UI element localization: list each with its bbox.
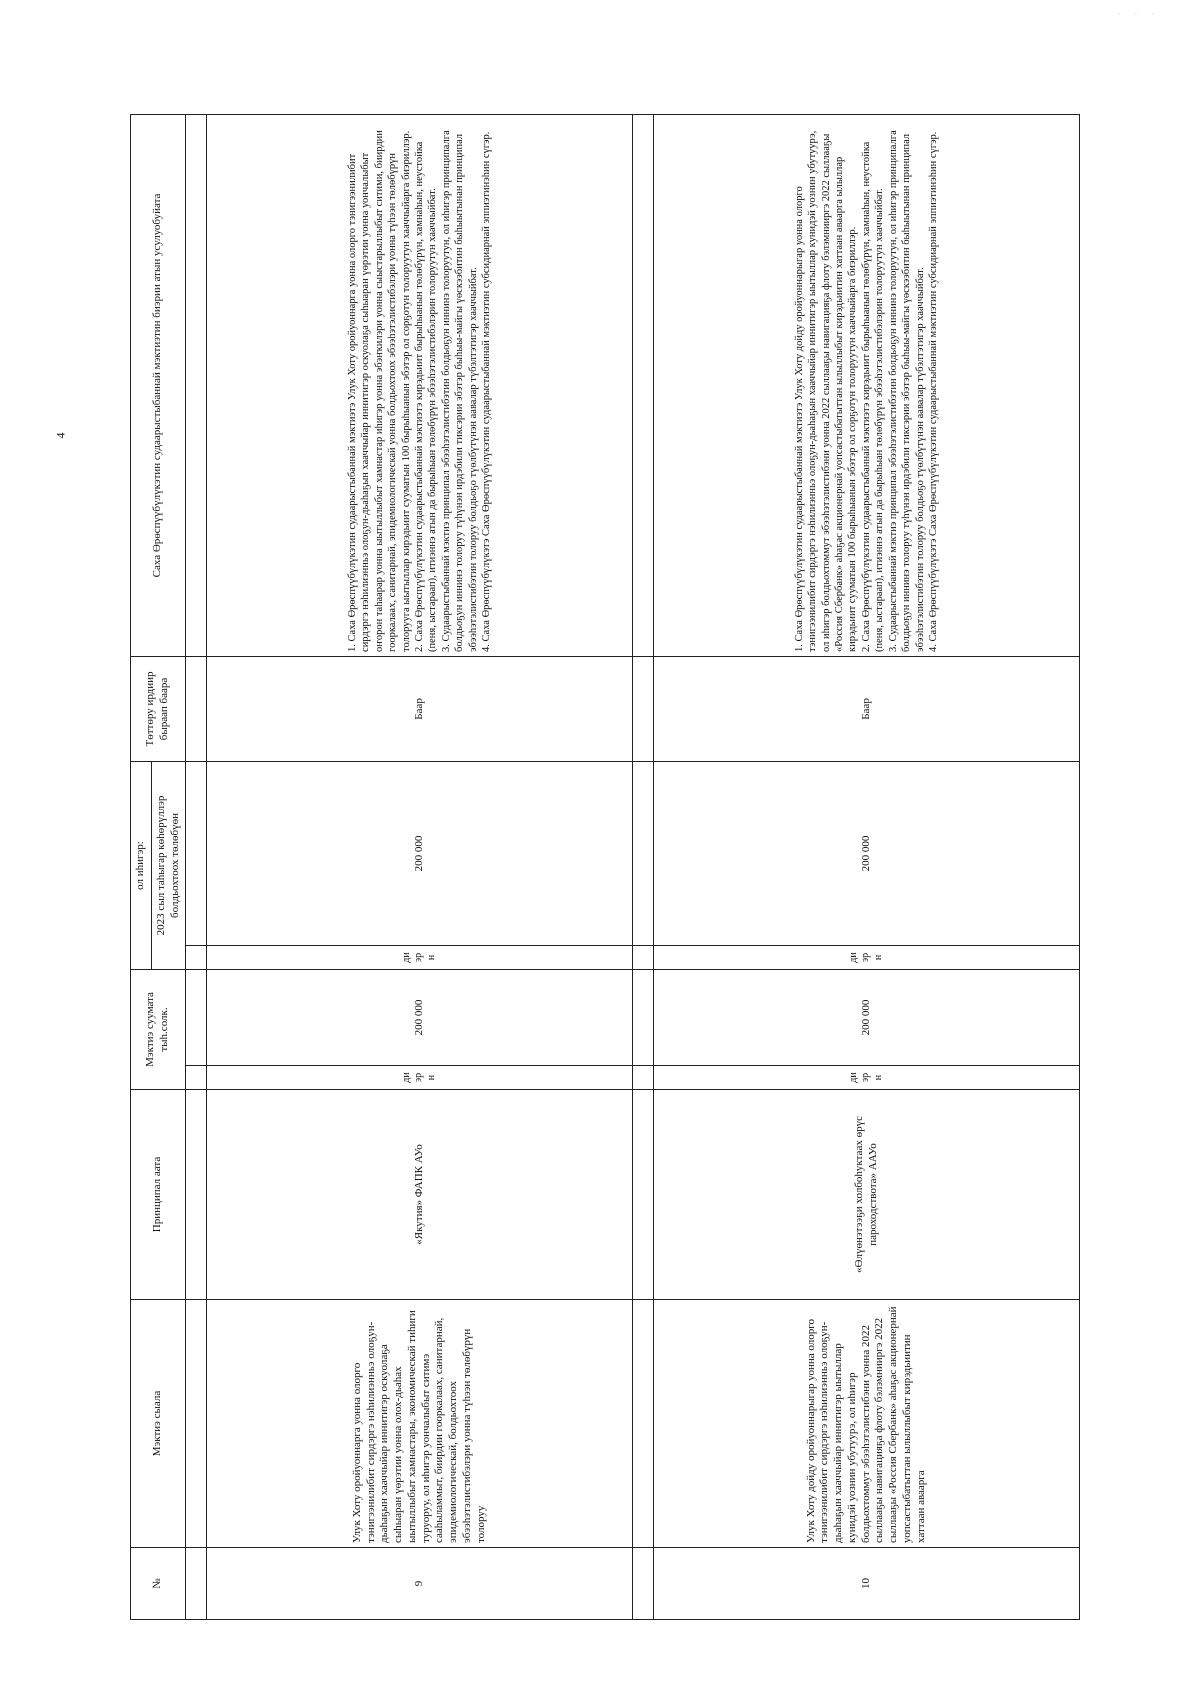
- row-num: 9: [207, 1548, 633, 1620]
- header-regress-claim: Төттөру ирдиир быраап баара: [131, 656, 186, 761]
- row-budget-unit: ди эр н: [207, 945, 633, 969]
- guarantees-table: [130, 114, 1080, 1620]
- requirement-item: 3. Судаарыстыбаннай мэктиэ принципал эбээһэтэлистибэтин болдьоҕун иннинэ толоруутун, ол иһигэр принципалга болдьоҕун иннинэ толоруу түһүнэн ирдэбили тиксэрии эбэтэр быһыы-майгы үөскээбитин быһыытынан принципал эбээһэтэлистибэтин толоруу болдьоҕо түөлбүтүнэн аавалар түбэлтэтигэр хааччыйбат.: [887, 130, 926, 652]
- row-regress-claim: Баар: [207, 656, 633, 761]
- requirement-item: 1. Саха Өрөспүүбүлүкэтин судаарыстыбаннай мэктиэтэ Улук Хоту дойду оройуоннарыгар уонна олорго тэнигээнилибит сирдэргэ нэһилиэнньэ олоҕун-дьаһаҕын хааччыйар иннитигэр ыытыллар кунидэй уознин убутуурэ, ол иһигэр болдьохтоммут эбээһэтэлистибэни уонна 2022 сыллааҕы навигацияҕа флоту бэлэмнииргэ 2022 сыллааҕы «Россия Сбербанк» аһаҕас акционернай уопсастыбатыттан ылыллыбыт кирэдьиитин хаттаан аваарга ылыллар кирэдьиит сууматын 100 бырыһыанын эбэтэр ол сорҕотун толоруутун хааччыйарга биэриллэр.: [793, 130, 859, 652]
- row-requirements: [654, 114, 1080, 656]
- row-project-name: Улук Хоту дойду оройуоннарыгар уонна олорго тэнигээнилибит сирдэргэ нэһилиэнньэ олоҕун-дьаһаҕын хааччыйар иннитигэр ыытыллар кунидэй уознин убутуурэ, ол иһигэр болдьохтоммут эбээһэтэлистибэни уонна 2022 сыллааҕы навигацияҕа флоту бэлэмнииргэ 2022 сыллааҕы «Россия Сбербанк» аһаҕас акционернай уопсастыбатыттан ылыллыбыт кирэдьиитин хаттаан аваарга: [654, 1300, 1080, 1548]
- requirement-item: 1. Саха Өрөспүүбүлүкэтин судаарыстыбаннай мэктиэтэ Улук Хоту оройуоннарга уонна олорго тэнигээнилибит сирдэргэ нэһилиэнньэ олоҕун-дьаһаҕын хааччыйар иннитигэр оскуолаҕа сыһыаран үөрэтии уонна уончалыбыт оҥорон таһаарар уонна ыытыллыбыт хамнастар иһигэр уонна эбэҥкилэри уонна сыыстарыллыбыт ситими, биирдии гооркалаах, санитарнай, эпидемиологическай уонна болдьохтоох эбээһэтэлистибэлэри уонна түһээн төлөбүрүн толорууга ыытыллар кирэдьиит сууматын 100 бырыһыанын эбэтэр ол сорҕотун толоруутун хааччыйарга биэриллэр.: [346, 130, 412, 652]
- row-regress-claim: Баар: [654, 656, 1080, 761]
- row-project-sum: 200 000: [207, 969, 633, 1065]
- row-budget-2023: 200 000: [207, 761, 633, 945]
- header-row-1: [131, 114, 152, 1619]
- scan-marks: · · ·: [1118, 10, 1160, 19]
- header-budget-2023: 2023 сыл таһыгар көһөрүллэр болдьохтоох төлөбүөн: [151, 761, 186, 969]
- requirement-item: 4. Саха Өрөспүүбүлүкэтэ Саха Өрөспүүбүлүкэтин судаарыстыбаннай мэктиэтин субсидиарнай эппиэтинэһин сүгэр.: [928, 131, 940, 652]
- row-principal-name: «Өлүөнэтээҕи холбоһуктаах өрүс пароходствота» ААУо: [654, 1090, 1080, 1300]
- row-project-name: Улук Хоту оройуоннарга уонна олорго тэнигээнилибит сирдэргэ нэһилиэнньэ олоҕун-дьаһаҕын хааччыйар иннитигэр оскуолаҕа сыһыаран үөрэтии уонна олох-дьаһах ыытыллыбыт хамнастары, экономическай тиһиги туруоруу, ол иһигэр уончалыбыт ситимэ сааһыламмыт, биирдии гооркалаах, санитарнай, эпидемиологическай, болдьохтоох эбээһэтэлистибэлэри уонна түһээн төлөбүрүн толоруу: [207, 1300, 633, 1548]
- row-sum-unit: ди эр н: [654, 1066, 1080, 1090]
- row-principal-name: «Якутия» ФАПК АУо: [207, 1090, 633, 1300]
- table-row: [654, 114, 1080, 1619]
- row-sum-unit: ди эр н: [207, 1066, 633, 1090]
- header-num: №: [131, 1548, 186, 1620]
- page-number: 4: [53, 432, 68, 439]
- spacer-row: [186, 114, 207, 1619]
- requirement-item: 4. Саха Өрөспүүбүлүкэтэ Саха Өрөспүүбүлүкэтин судаарыстыбаннай мэктиэтин субсидиарнай эппиэтинэһин сүгэр.: [481, 131, 493, 652]
- requirement-item: 2. Саха Өрөспүүбүлүкэтин судаарыстыбаннай мэктиэтэ кирэдьиит бырыһыанын төлөбүрүн, хамнаһын, неустойка (пеня, ыстараап), итиэннэ атын да бырыһыан төлөбүрүн эбээһэтэлистибэлэрин толоруутун хааччыйбат.: [413, 141, 439, 652]
- row-project-sum: 200 000: [654, 969, 1080, 1065]
- header-principal-name: Принципал аата: [131, 1090, 186, 1300]
- row-num: 10: [654, 1548, 1080, 1620]
- row-budget-2023: 200 000: [654, 761, 1080, 945]
- header-project-name: Мэктиэ сыала: [131, 1300, 186, 1548]
- header-including: ол иһигэр:: [131, 761, 152, 969]
- rotated-table-container: [130, 115, 1080, 1620]
- header-requirements: Саха Өрөспүүбүлүкэтин судаарыстыбаннай мэктиэтин биэрии атын усулуобуйата: [131, 114, 186, 656]
- requirement-item: 2. Саха Өрөспүүбүлүкэтин судаарыстыбаннай мэктиэтэ кирэдьиит бырыһыанын төлөбүрүн, хамнаһын, неустойка (пеня, ыстараап), итиэннэ атын да бырыһыан төлөбүрүн эбээһэтэлистибэлэрин толоруутун хааччыйбат.: [860, 141, 886, 652]
- spacer-row: [633, 114, 654, 1619]
- table-row: [207, 114, 633, 1619]
- requirement-item: 3. Судаарыстыбаннай мэктиэ принципал эбээһэтэлистибэтин болдьоҕун иннинэ толоруутун, ол иһигэр принципалга болдьоҕун иннинэ толоруу түһүнэн ирдэбили тиксэрии эбэтэр быһыы-майгы үөскээбитин быһыытынан принципал эбээһэтэлистибэтин толоруу болдьоҕо түөлбүтүнэн аавалар түбэлтэтигэр хааччыйбат.: [440, 130, 479, 652]
- header-project-sum: Мэктиэ суумата тыһ.солк.: [131, 969, 186, 1089]
- row-budget-unit: ди эр н: [654, 945, 1080, 969]
- row-requirements: [207, 114, 633, 656]
